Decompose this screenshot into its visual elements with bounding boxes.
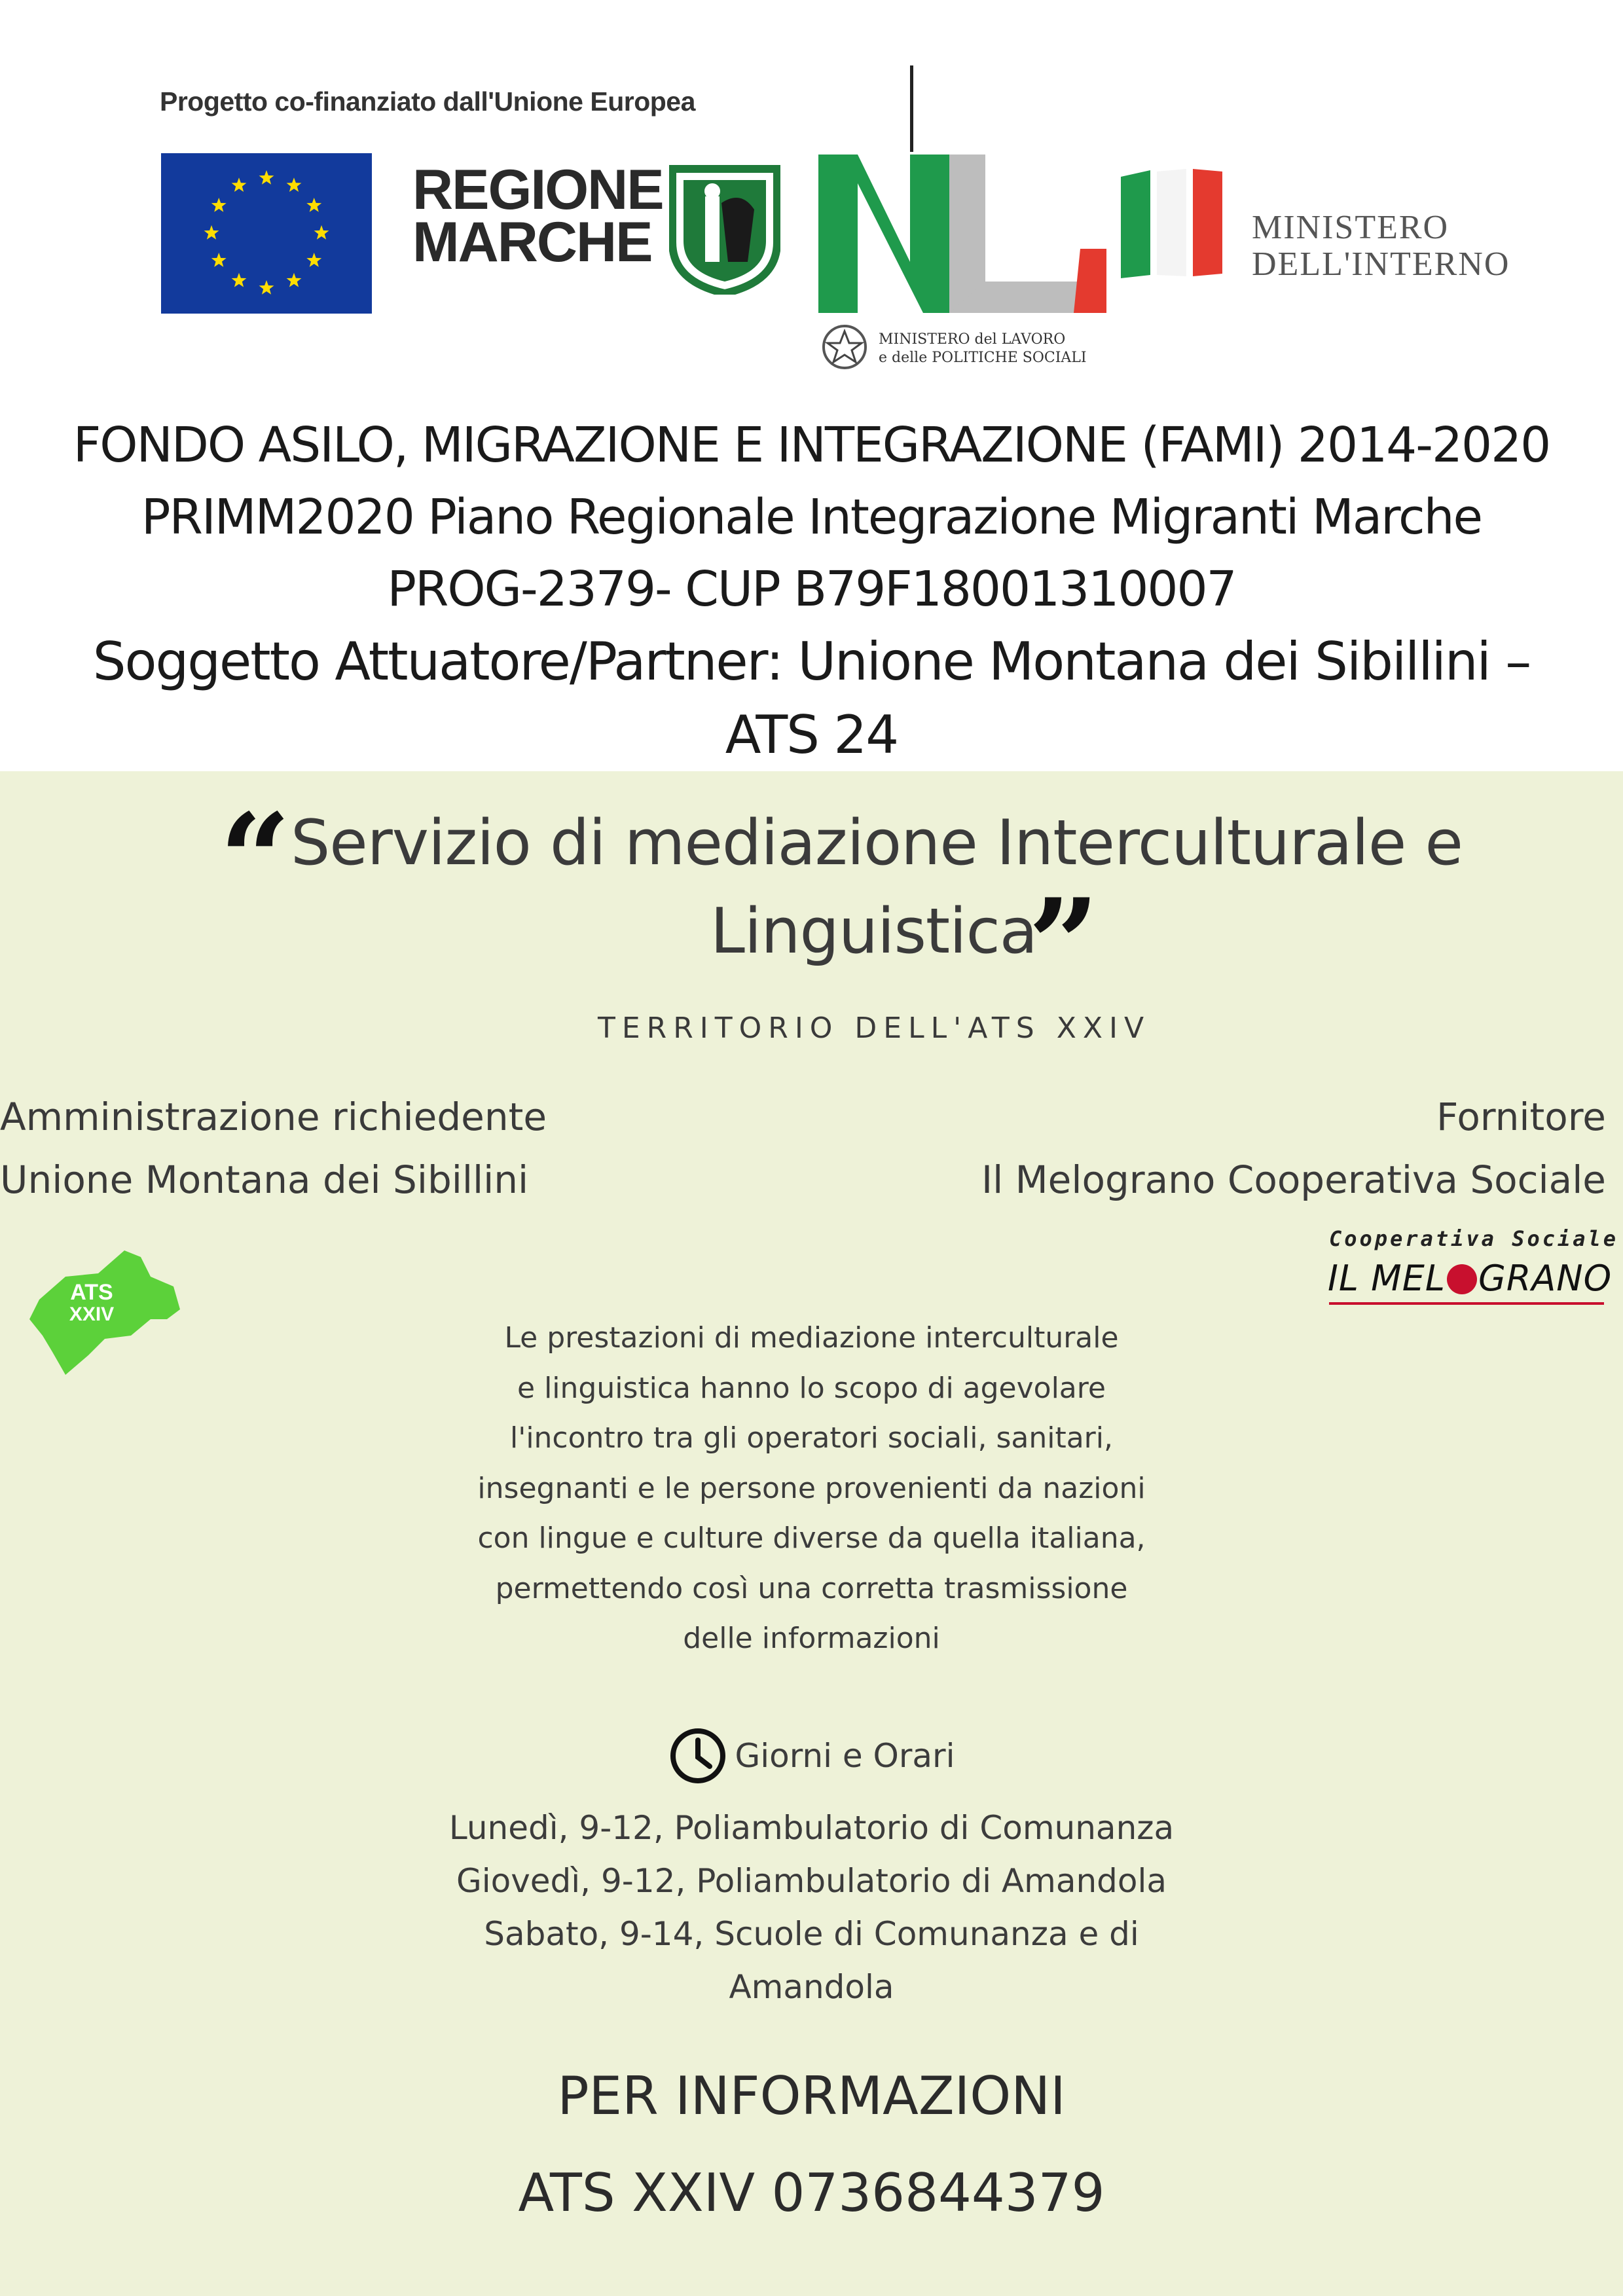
melograno-logo	[1316, 1226, 1619, 1311]
coop-logo-top: Cooperativa Sociale	[1329, 1226, 1619, 1251]
ministero-lavoro-line1: MINISTERO del LAVORO	[879, 331, 1066, 348]
main-section	[0, 771, 1623, 2296]
close-quote-icon: ”	[1028, 871, 1100, 1017]
description-line-5: con lingue e culture diverse da quella italiana,	[477, 1522, 1146, 1555]
eu-stars-icon	[161, 153, 372, 314]
schedule-line-4: Amandola	[729, 1968, 894, 2006]
program-line-2: PRIMM2020 Piano Regionale Integrazione Migranti Marche	[141, 489, 1482, 545]
eu-star-icon	[204, 225, 219, 240]
regione-marche-line1: REGIONE	[412, 158, 663, 221]
ministero-interno-line2: DELL'INTERNO	[1252, 246, 1510, 283]
eu-star-icon	[314, 225, 329, 240]
service-title	[0, 771, 1623, 1017]
description-line-1: Le prestazioni di mediazione interculturale	[504, 1321, 1119, 1355]
eu-star-icon	[287, 273, 302, 287]
service-title-line2: Linguistica	[710, 896, 1038, 968]
ministero-lavoro-line2: e delle POLITICHE SOCIALI	[879, 350, 1087, 366]
service-description	[0, 1313, 1623, 1664]
ats-logo-line2: XXIV	[69, 1303, 115, 1325]
ministero-lavoro-logo	[818, 151, 1106, 373]
ministero-interno-line1: MINISTERO	[1252, 209, 1450, 246]
description-line-6: permettendo così una corretta trasmissione	[495, 1571, 1128, 1605]
ministero-interno-logo	[1252, 210, 1510, 283]
partner-line-1: Soggetto Attuatore/Partner: Unione Montana dei Sibillini –	[92, 631, 1531, 692]
header-section	[0, 0, 1623, 771]
coop-logo-part1: IL MEL	[1328, 1258, 1446, 1299]
pomegranate-icon	[1447, 1264, 1477, 1294]
applicant-block	[0, 1085, 547, 1211]
description-line-3: l'incontro tra gli operatori sociali, sanitari,	[510, 1421, 1113, 1455]
schedule-block	[0, 1726, 1623, 2014]
service-title-line1: Servizio di mediazione Interculturale e	[291, 807, 1463, 879]
clock-icon	[668, 1726, 728, 1786]
coop-logo-part2: GRANO	[1478, 1258, 1613, 1299]
program-line-3: PROG-2379- CUP B79F18001310007	[387, 561, 1236, 617]
header-divider	[910, 65, 913, 152]
schedule-line-3: Sabato, 9-14, Scuole di Comunanza e di	[484, 1915, 1139, 1953]
applicant-name: Unione Montana dei Sibillini	[0, 1157, 529, 1202]
ml-monogram-icon	[818, 151, 1106, 321]
eu-star-icon	[232, 273, 247, 287]
territory-subtitle: TERRITORIO DELL'ATS XXIV	[597, 1011, 1151, 1045]
partner-line-2: ATS 24	[725, 704, 898, 765]
description-line-2: e linguistica hanno lo scopo di agevolare	[517, 1371, 1106, 1405]
applicant-label: Amministrazione richiedente	[0, 1095, 547, 1139]
description-line-4: insegnanti e le persone provenienti da nazioni	[477, 1471, 1146, 1505]
supplier-block	[981, 1085, 1606, 1211]
italian-emblem-icon	[818, 322, 871, 372]
cofinanced-label: Progetto co-finanziato dall'Unione Europea	[160, 86, 695, 117]
eu-star-icon	[211, 198, 227, 212]
info-title: PER INFORMAZIONI	[557, 2066, 1066, 2126]
description-line-7: delle informazioni	[683, 1622, 940, 1655]
schedule-header	[668, 1726, 955, 1786]
open-quote-icon: “	[219, 786, 291, 932]
eu-star-icon	[306, 253, 321, 267]
regione-marche-logo	[412, 158, 779, 301]
eu-star-icon	[306, 198, 321, 212]
italian-flag-icon	[1121, 164, 1226, 282]
program-line-1: FONDO ASILO, MIGRAZIONE E INTEGRAZIONE (FAMI) 2014-2020	[73, 417, 1550, 473]
supplier-name: Il Melograno Cooperativa Sociale	[981, 1157, 1606, 1202]
ats-logo-line1: ATS	[70, 1280, 113, 1305]
coop-logo-bottom	[1328, 1258, 1612, 1299]
schedule-line-1: Lunedì, 9-12, Poliambulatorio di Comunanza	[448, 1809, 1175, 1847]
eu-star-icon	[259, 170, 274, 185]
supplier-label: Fornitore	[1436, 1095, 1606, 1139]
info-phone: ATS XXIV 0736844379	[518, 2162, 1105, 2223]
eu-flag-logo	[161, 153, 372, 314]
schedule-title: Giorni e Orari	[735, 1736, 955, 1775]
eu-star-icon	[259, 280, 274, 295]
contact-info	[0, 2048, 1623, 2242]
eu-star-icon	[287, 177, 302, 192]
eu-star-icon	[211, 253, 227, 267]
regione-marche-line2: MARCHE	[412, 211, 652, 274]
eu-star-icon	[232, 177, 247, 192]
schedule-line-2: Giovedì, 9-12, Poliambulatorio di Amandola	[456, 1862, 1167, 1900]
program-info	[0, 409, 1623, 772]
regione-marche-shield-icon	[669, 164, 780, 295]
coop-logo-underline	[1329, 1302, 1604, 1305]
